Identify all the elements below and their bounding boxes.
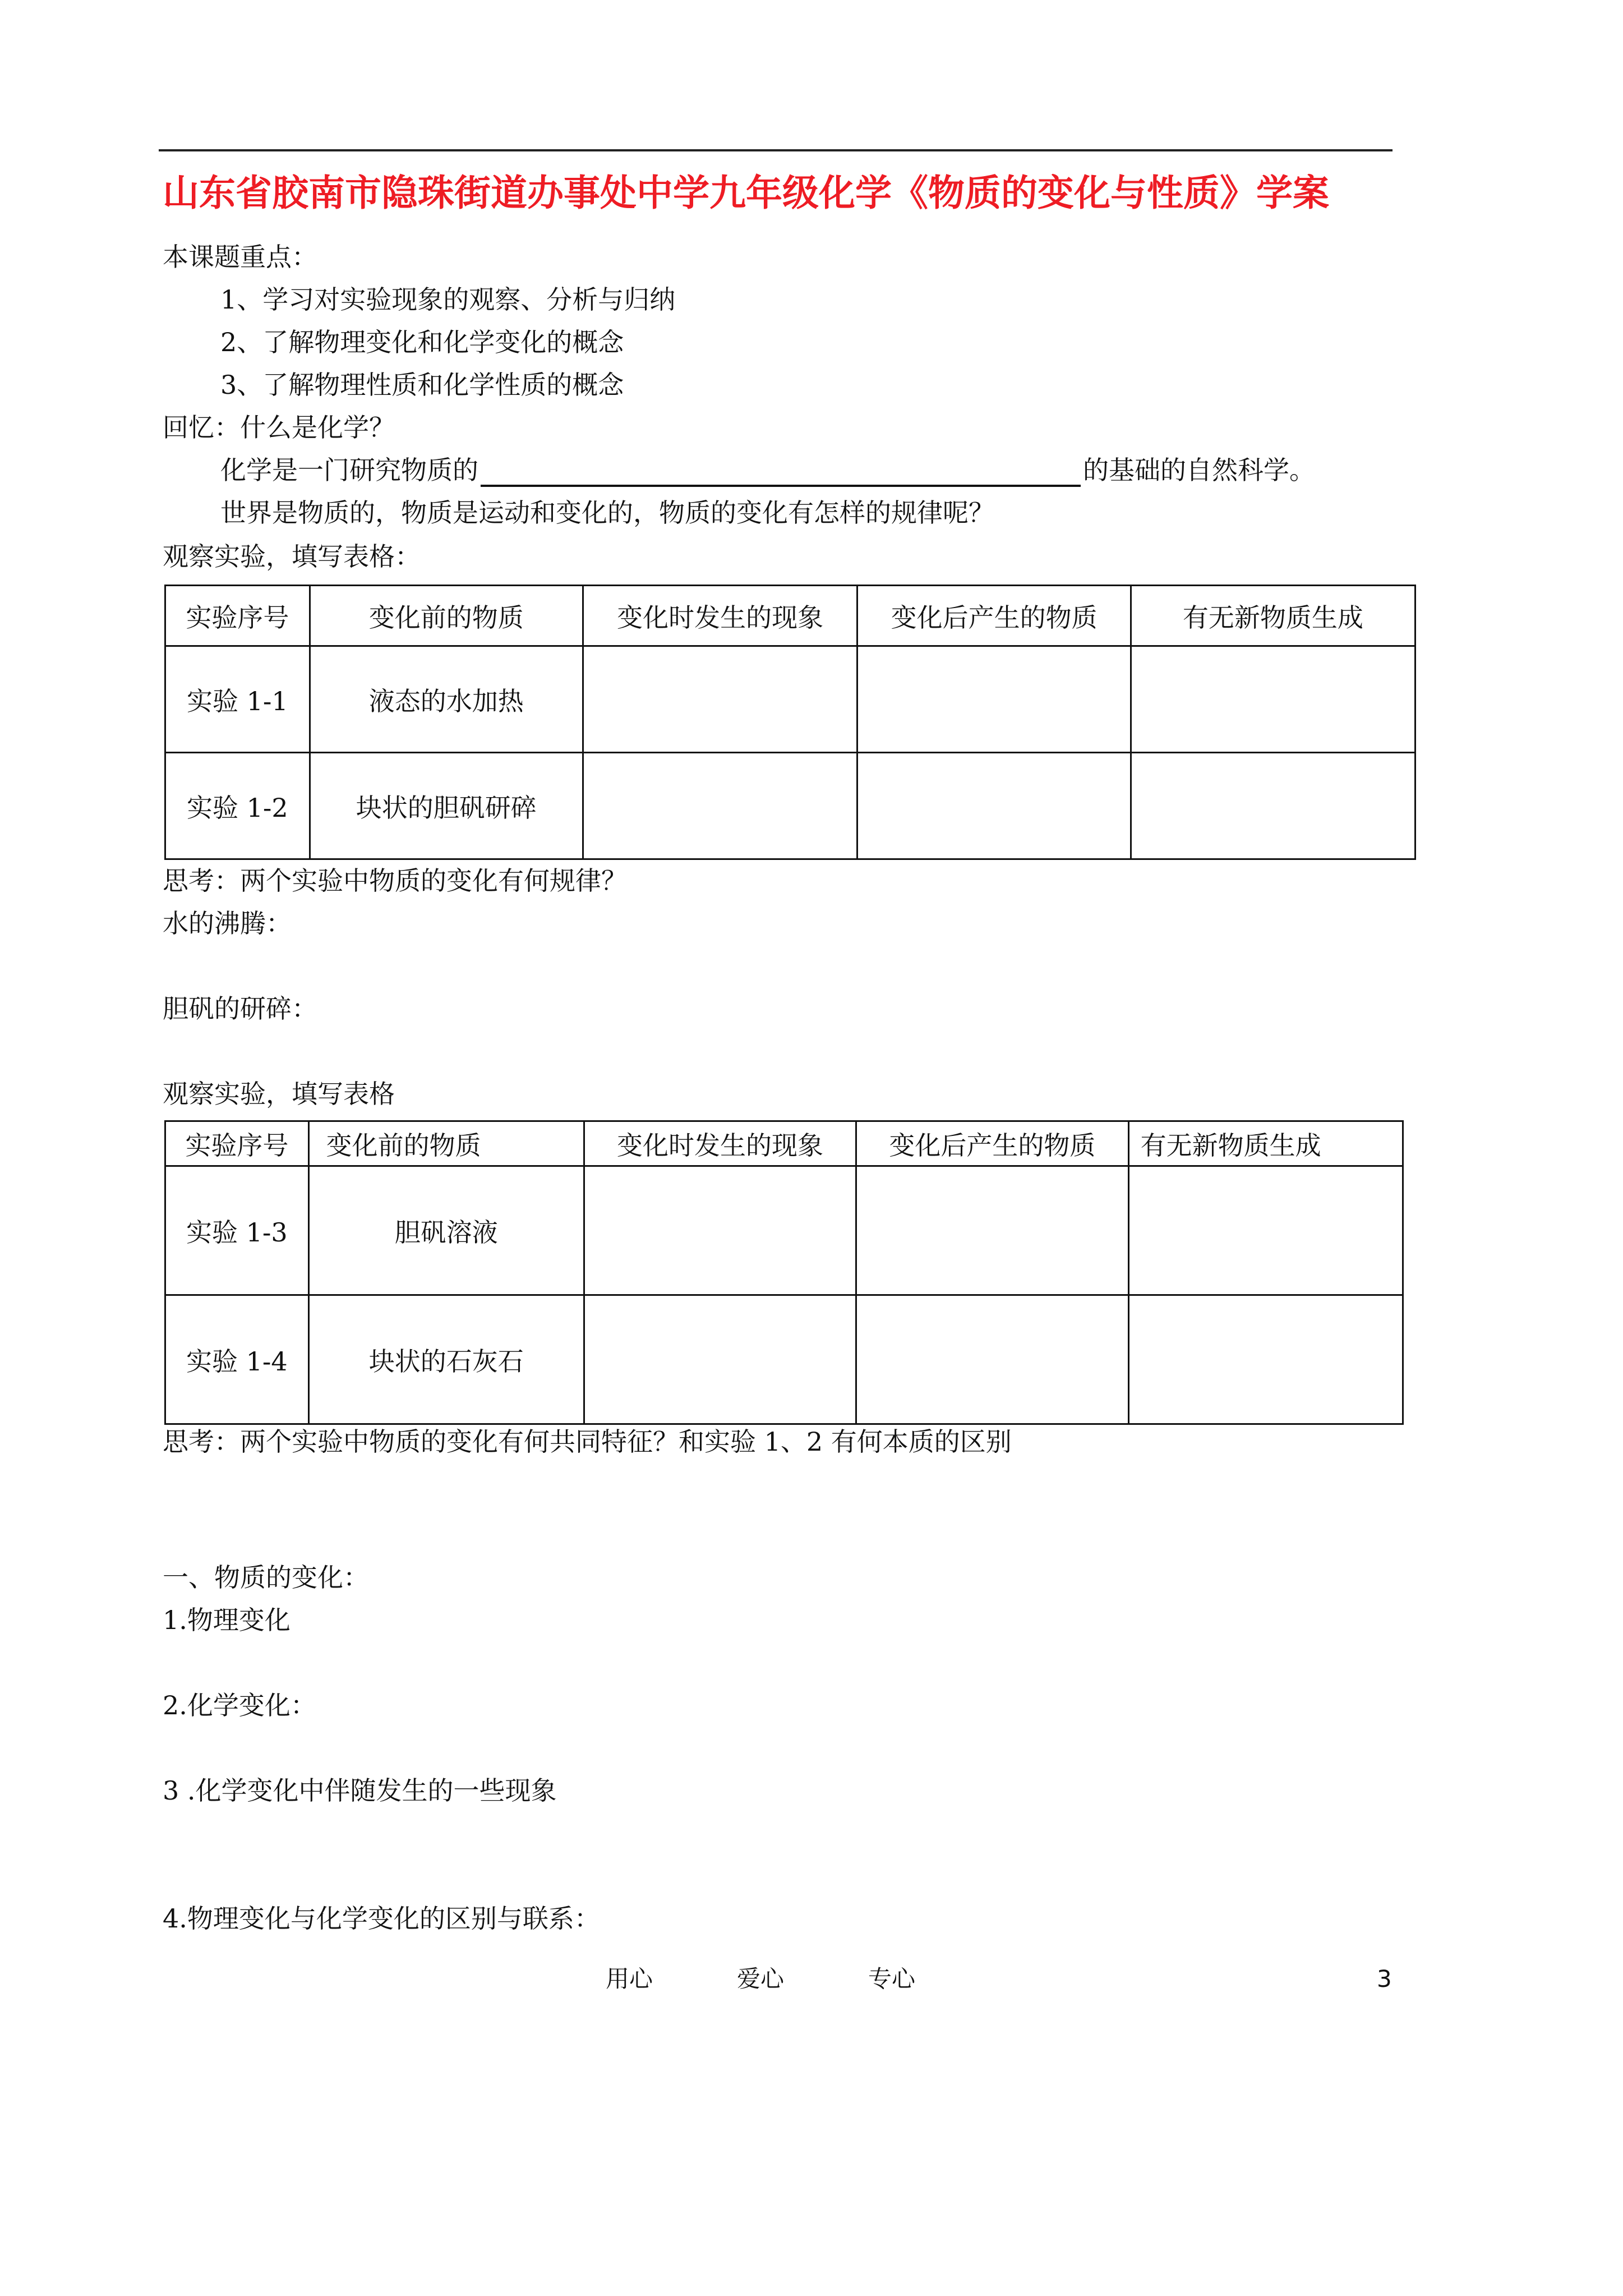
table-header-cell: 变化后产生的物质 (857, 586, 1131, 646)
table-header-row (165, 586, 1415, 646)
water-boiling-label: 水的沸腾： (163, 908, 292, 938)
section-item: 1.物理变化 (163, 1605, 291, 1635)
answer-cell[interactable] (1131, 646, 1415, 753)
table-row (165, 1295, 1403, 1424)
recall-heading: 回忆：什么是化学？ (163, 412, 395, 443)
answer-cell[interactable] (583, 753, 857, 859)
answer-cell[interactable] (583, 646, 857, 753)
section-item: 3 .化学变化中伴随发生的一些现象 (163, 1775, 557, 1806)
table-cell: 实验 1-2 (165, 753, 310, 859)
table-cell: 实验 1-4 (165, 1295, 309, 1424)
fill-in-blank[interactable] (481, 455, 1081, 487)
answer-cell[interactable] (856, 1166, 1128, 1295)
table-header-cell: 变化时发生的现象 (584, 1121, 856, 1166)
answer-cell[interactable] (584, 1295, 856, 1424)
table-header-cell: 变化前的物质 (308, 1121, 584, 1166)
recall-question: 世界是物质的，物质是运动和变化的，物质的变化有怎样的规律呢？ (220, 498, 994, 528)
recall-sentence (220, 453, 1315, 487)
experiment-table-1 (164, 585, 1416, 860)
footer-slogan: 爱心 (737, 1965, 785, 1993)
table-header-cell: 变化后产生的物质 (856, 1121, 1128, 1166)
page-number: 3 (1377, 1965, 1392, 1993)
table2-caption: 观察实验，填写表格 (163, 1079, 395, 1109)
header-rule (159, 149, 1393, 151)
table-header-row (165, 1121, 1403, 1166)
footer-slogans (606, 1963, 999, 1995)
table-cell: 液态的水加热 (310, 646, 583, 753)
table-cell: 块状的胆矾研碎 (310, 753, 583, 859)
answer-cell[interactable] (1128, 1166, 1403, 1295)
section-item: 4.物理变化与化学变化的区别与联系： (163, 1903, 600, 1934)
table-header-cell: 变化时发生的现象 (583, 586, 857, 646)
think-question-2: 思考：两个实验中物质的变化有何共同特征？和实验 1、2 有何本质的区别 (163, 1427, 1012, 1457)
experiment-table-2 (164, 1120, 1404, 1425)
answer-cell[interactable] (857, 753, 1131, 859)
answer-cell[interactable] (1131, 753, 1415, 859)
table-row (165, 753, 1415, 859)
answer-cell[interactable] (857, 646, 1131, 753)
section-item: 2.化学变化： (163, 1690, 316, 1720)
section-heading: 一、物质的变化： (163, 1562, 369, 1593)
key-point-item: 2、了解物理变化和化学变化的概念 (220, 327, 624, 357)
alum-grinding-label: 胆矾的研碎： (163, 993, 317, 1024)
table-header-cell: 有无新物质生成 (1131, 586, 1415, 646)
table-cell: 实验 1-1 (165, 646, 310, 753)
table-header-cell: 实验序号 (165, 1121, 309, 1166)
answer-cell[interactable] (584, 1166, 856, 1295)
table-header-cell: 实验序号 (165, 586, 310, 646)
table-row (165, 1166, 1403, 1295)
key-point-item: 3、了解物理性质和化学性质的概念 (220, 370, 624, 400)
answer-cell[interactable] (1128, 1295, 1403, 1424)
table-cell: 实验 1-3 (165, 1166, 309, 1295)
key-points-heading: 本课题重点： (163, 242, 317, 272)
document-title: 山东省胶南市隐珠街道办事处中学九年级化学《物质的变化与性质》学案 (163, 172, 1330, 214)
table1-caption: 观察实验，填写表格： (163, 541, 421, 572)
answer-cell[interactable] (856, 1295, 1128, 1424)
recall-sentence-start: 化学是一门研究物质的 (220, 455, 478, 485)
footer-slogan: 专心 (868, 1965, 916, 1993)
recall-sentence-end: 的基础的自然科学。 (1083, 455, 1315, 485)
table-cell: 胆矾溶液 (308, 1166, 584, 1295)
table-cell: 块状的石灰石 (308, 1295, 584, 1424)
think-question-1: 思考：两个实验中物质的变化有何规律？ (163, 866, 627, 896)
key-point-item: 1、学习对实验现象的观察、分析与归纳 (220, 284, 676, 315)
table-row (165, 646, 1415, 753)
table-header-cell: 有无新物质生成 (1128, 1121, 1403, 1166)
footer-slogan: 用心 (606, 1965, 653, 1993)
table-header-cell: 变化前的物质 (310, 586, 583, 646)
